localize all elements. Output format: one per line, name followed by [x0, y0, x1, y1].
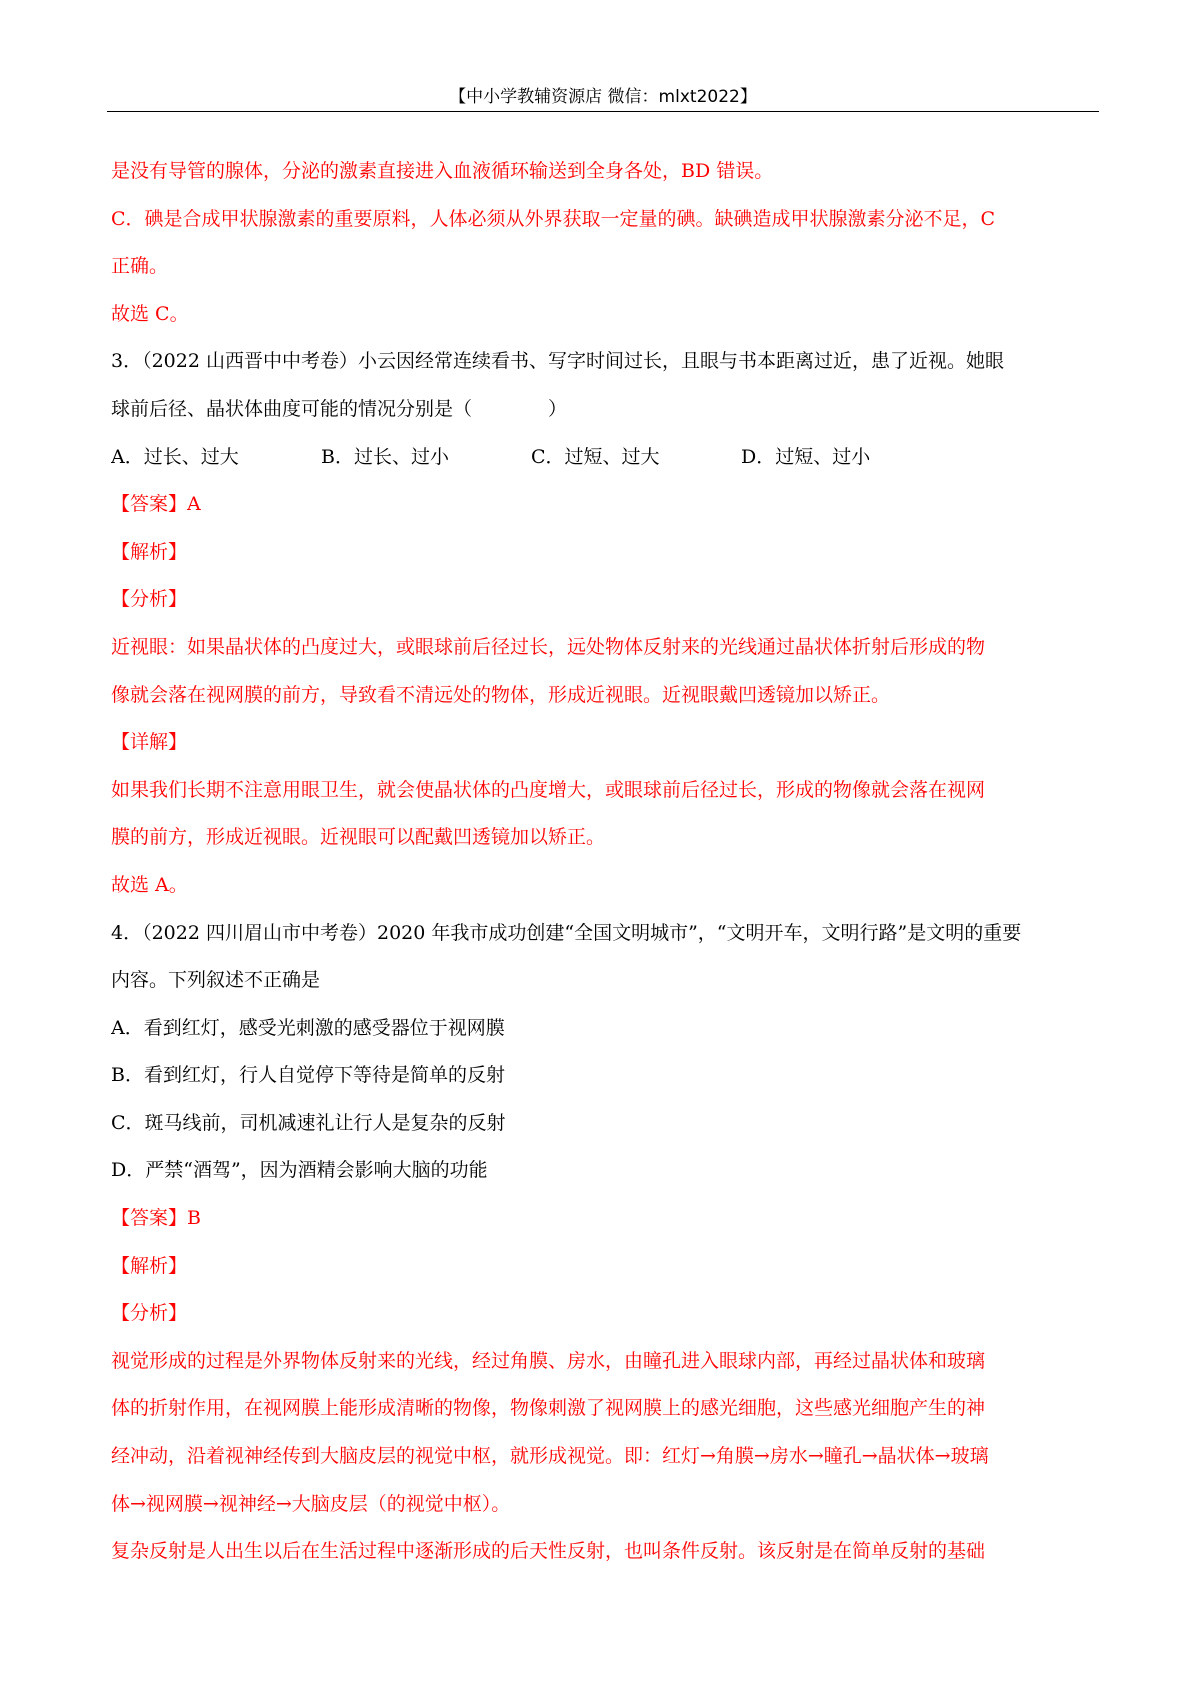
option-a: A．看到红灯，感受光刺激的感受器位于视网膜: [111, 1016, 505, 1039]
detail-text-line: 如果我们长期不注意用眼卫生，就会使晶状体的凸度增大，或眼球前后径过长，形成的物像就会落在视网: [111, 778, 986, 801]
header-rule: [107, 111, 1099, 112]
section-label-jiexi: 【解析】: [111, 540, 188, 563]
analysis-text-line: 是没有导管的腺体，分泌的激素直接进入血液循环输送到全身各处，BD 错误。: [111, 160, 774, 182]
option-c: C．过短、过大: [531, 445, 660, 468]
analysis-text-line: 近视眼：如果晶状体的凸度过大，或眼球前后径过长，远处物体反射来的光线通过晶状体折射后形成的物: [111, 635, 986, 658]
option-b: B．看到红灯，行人自觉停下等待是简单的反射: [111, 1064, 505, 1087]
analysis-text-line: 经冲动，沿着视神经传到大脑皮层的视觉中枢，就形成视觉。即：红灯→角膜→房水→瞳孔→晶状体→玻璃: [111, 1445, 989, 1468]
option-a: A．过长、过大: [111, 445, 239, 468]
section-label-fenxi: 【分析】: [111, 588, 188, 611]
section-label-xiangjie: 【详解】: [111, 731, 188, 754]
question-3-stem: 球前后径、晶状体曲度可能的情况分别是（ ）: [111, 397, 568, 420]
section-label-jiexi: 【解析】: [111, 1254, 188, 1277]
answer-label: 【答案】B: [111, 1207, 201, 1230]
option-d: D．过短、过小: [741, 445, 871, 468]
analysis-text-line: 复杂反射是人出生以后在生活过程中逐渐形成的后天性反射，也叫条件反射。该反射是在简单反射的基础: [111, 1540, 986, 1563]
section-label-fenxi: 【分析】: [111, 1302, 188, 1325]
question-4-stem: 4．（2022 四川眉山市中考卷）2020 年我市成功创建“全国文明城市”，“文明开车，文明行路”是文明的重要: [111, 921, 1022, 944]
option-d: D．严禁“酒驾”，因为酒精会影响大脑的功能: [111, 1159, 488, 1182]
answer-choice-line: 故选 C。: [111, 302, 189, 325]
answer-label: 【答案】A: [111, 493, 201, 516]
option-b: B．过长、过小: [321, 445, 449, 468]
option-c: C．斑马线前，司机减速礼让行人是复杂的反射: [111, 1111, 506, 1134]
detail-text-line: 膜的前方，形成近视眼。近视眼可以配戴凹透镜加以矫正。: [111, 826, 606, 849]
question-4-stem: 内容。下列叙述不正确是: [111, 969, 321, 992]
page-header: 【中小学教辅资源店 微信：mlxt2022】: [449, 87, 757, 107]
analysis-text-line: 体的折射作用，在视网膜上能形成清晰的物像，物像刺激了视网膜上的感光细胞，这些感光细胞产生的神: [111, 1397, 986, 1420]
analysis-text-line: 正确。: [111, 255, 169, 278]
answer-choice-line: 故选 A。: [111, 873, 188, 896]
analysis-text-line: 体→视网膜→视神经→大脑皮层（的视觉中枢）。: [111, 1492, 511, 1515]
document-body: [111, 148, 1101, 1576]
question-3-stem: 3．（2022 山西晋中中考卷）小云因经常连续看书、写字时间过长，且眼与书本距离过近，患了近视。她眼: [111, 350, 1004, 373]
question-3-options: [111, 434, 1101, 482]
analysis-text-line: 像就会落在视网膜的前方，导致看不清远处的物体，形成近视眼。近视眼戴凹透镜加以矫正。: [111, 683, 891, 706]
analysis-text-line: C．碘是合成甲状腺激素的重要原料，人体必须从外界获取一定量的碘。缺碘造成甲状腺激素分泌不足，C: [111, 207, 996, 230]
analysis-text-line: 视觉形成的过程是外界物体反射来的光线，经过角膜、房水，由瞳孔进入眼球内部，再经过晶状体和玻璃: [111, 1349, 986, 1372]
